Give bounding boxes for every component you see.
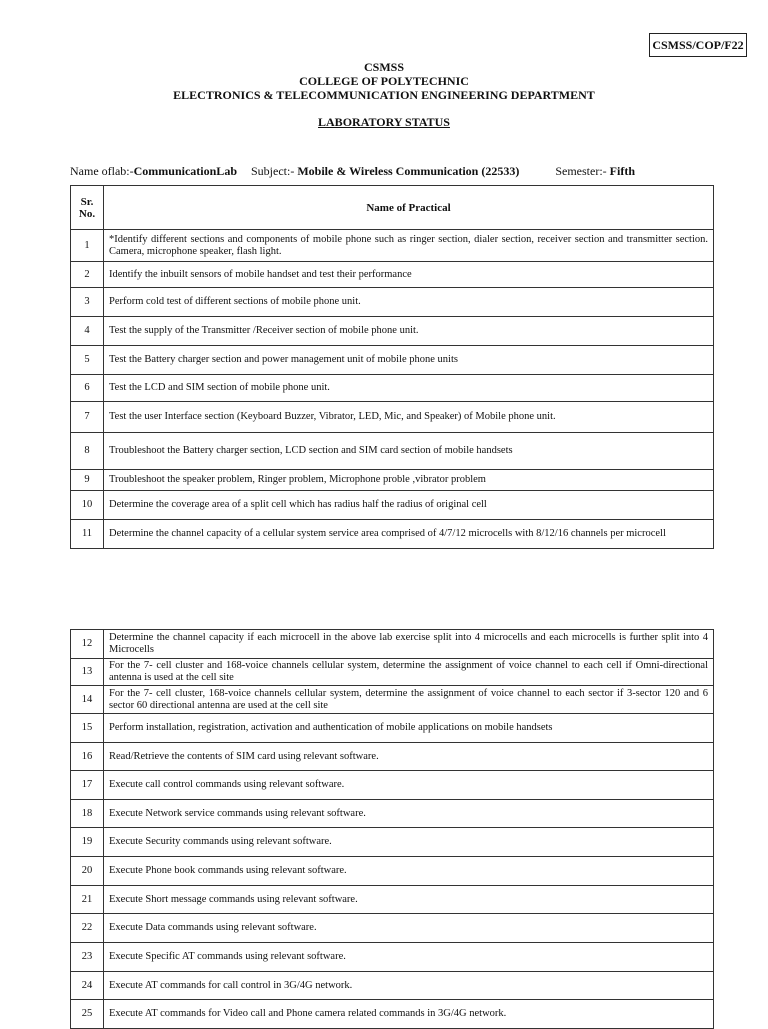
table-row <box>71 491 714 520</box>
row-serial-number: 7 <box>71 402 104 433</box>
row-practical-name: Test the LCD and SIM section of mobile phone unit. <box>104 375 714 402</box>
lab-info-line <box>70 164 635 179</box>
department-name: ELECTRONICS & TELECOMMUNICATION ENGINEERING DEPARTMENT <box>173 88 595 102</box>
table-row <box>71 402 714 433</box>
table-row <box>71 230 714 262</box>
table-row <box>71 630 714 659</box>
row-serial-number: 2 <box>71 262 104 288</box>
column-header-sr-no: Sr. No. <box>71 186 104 230</box>
subject-label: Subject:- <box>251 164 295 178</box>
table-row <box>71 886 714 914</box>
row-serial-number: 11 <box>71 520 104 549</box>
row-practical-name: Execute Network service commands using relevant software. <box>104 800 714 828</box>
table-row <box>71 943 714 972</box>
table-row <box>71 470 714 491</box>
row-serial-number: 4 <box>71 317 104 346</box>
row-serial-number: 21 <box>71 886 104 914</box>
table-row <box>71 972 714 1000</box>
row-practical-name: Execute Security commands using relevant software. <box>104 828 714 857</box>
row-practical-name: Execute Short message commands using relevant software. <box>104 886 714 914</box>
college-name: COLLEGE OF POLYTECHNIC <box>299 74 469 88</box>
row-practical-name: Perform cold test of different sections of mobile phone unit. <box>104 288 714 317</box>
table-row <box>71 433 714 470</box>
row-practical-name: Execute Phone book commands using relevant software. <box>104 857 714 886</box>
row-serial-number: 15 <box>71 714 104 743</box>
row-serial-number: 25 <box>71 1000 104 1029</box>
row-serial-number: 17 <box>71 771 104 800</box>
row-serial-number: 24 <box>71 972 104 1000</box>
row-practical-name: For the 7- cell cluster and 168-voice channels cellular system, determine the assignment of voice channel to each cell if Omni-directional antenna is used at the cell site <box>104 659 714 686</box>
row-practical-name: Troubleshoot the Battery charger section, LCD section and SIM card section of mobile handsets <box>104 433 714 470</box>
row-practical-name: Determine the channel capacity if each microcell in the above lab exercise split into 4 microcells and each microcells is further split into 4 Microcells <box>104 630 714 659</box>
table-row <box>71 828 714 857</box>
row-practical-name: Test the supply of the Transmitter /Receiver section of mobile phone unit. <box>104 317 714 346</box>
row-practical-name: Test the Battery charger section and power management unit of mobile phone units <box>104 346 714 375</box>
row-practical-name: Execute call control commands using relevant software. <box>104 771 714 800</box>
row-practical-name: Execute Specific AT commands using relevant software. <box>104 943 714 972</box>
table-row <box>71 262 714 288</box>
row-practical-name: Test the user Interface section (Keyboard Buzzer, Vibrator, LED, Mic, and Speaker) of Mobile phone unit. <box>104 402 714 433</box>
semester-label: Semester:- <box>555 164 607 178</box>
row-serial-number: 16 <box>71 743 104 771</box>
table-row <box>71 375 714 402</box>
row-practical-name: Troubleshoot the speaker problem, Ringer problem, Microphone proble ,vibrator problem <box>104 470 714 491</box>
institution-short-name: CSMSS <box>363 60 404 74</box>
row-practical-name: Execute AT commands for Video call and Phone camera related commands in 3G/4G network. <box>104 1000 714 1029</box>
table-row <box>71 771 714 800</box>
table-row <box>71 288 714 317</box>
row-serial-number: 9 <box>71 470 104 491</box>
row-practical-name: Determine the channel capacity of a cellular system service area comprised of 4/7/12 microcells with 8/12/16 channels per microcell <box>104 520 714 549</box>
practicals-table-part-1 <box>70 185 714 549</box>
row-serial-number: 12 <box>71 630 104 659</box>
row-serial-number: 1 <box>71 230 104 262</box>
row-practical-name: Execute Data commands using relevant software. <box>104 914 714 943</box>
row-practical-name: Identify the inbuilt sensors of mobile handset and test their performance <box>104 262 714 288</box>
table-row <box>71 743 714 771</box>
row-serial-number: 22 <box>71 914 104 943</box>
table-row <box>71 686 714 714</box>
row-serial-number: 5 <box>71 346 104 375</box>
form-code-box: CSMSS/COP/F22 <box>649 33 747 57</box>
lab-label: Name oflab:- <box>70 164 134 178</box>
table-row <box>71 857 714 886</box>
table-row <box>71 914 714 943</box>
row-practical-name: Determine the coverage area of a split cell which has radius half the radius of original cell <box>104 491 714 520</box>
table-row <box>71 800 714 828</box>
table-row <box>71 346 714 375</box>
semester-value: Fifth <box>609 164 635 178</box>
lab-value: CommunicationLab <box>133 164 237 178</box>
row-practical-name: For the 7- cell cluster, 168-voice channels cellular system, determine the assignment of voice channel to each sector if 3-sector 120 and 6 sector 60 directional antenna are used at the cell site <box>104 686 714 714</box>
row-practical-name: Execute AT commands for call control in 3G/4G network. <box>104 972 714 1000</box>
row-serial-number: 8 <box>71 433 104 470</box>
row-practical-name: *Identify different sections and components of mobile phone such as ringer section, dialer section, receiver section and transmitter section. Camera, microphone speaker, flash light. <box>104 230 714 262</box>
table-row <box>71 317 714 346</box>
table-row <box>71 714 714 743</box>
row-serial-number: 3 <box>71 288 104 317</box>
table-row <box>71 1000 714 1029</box>
column-header-practical-name: Name of Practical <box>104 186 714 230</box>
row-serial-number: 23 <box>71 943 104 972</box>
subject-value: Mobile & Wireless Communication (22533) <box>297 164 520 178</box>
practicals-table-part-2 <box>70 629 714 1029</box>
row-serial-number: 14 <box>71 686 104 714</box>
table-row <box>71 520 714 549</box>
table-row <box>71 659 714 686</box>
row-serial-number: 20 <box>71 857 104 886</box>
table-header-row <box>71 186 714 230</box>
row-practical-name: Perform installation, registration, activation and authentication of mobile applications on mobile handsets <box>104 714 714 743</box>
row-serial-number: 19 <box>71 828 104 857</box>
document-title: LABORATORY STATUS <box>318 115 450 129</box>
row-practical-name: Read/Retrieve the contents of SIM card using relevant software. <box>104 743 714 771</box>
row-serial-number: 10 <box>71 491 104 520</box>
row-serial-number: 13 <box>71 659 104 686</box>
row-serial-number: 18 <box>71 800 104 828</box>
row-serial-number: 6 <box>71 375 104 402</box>
